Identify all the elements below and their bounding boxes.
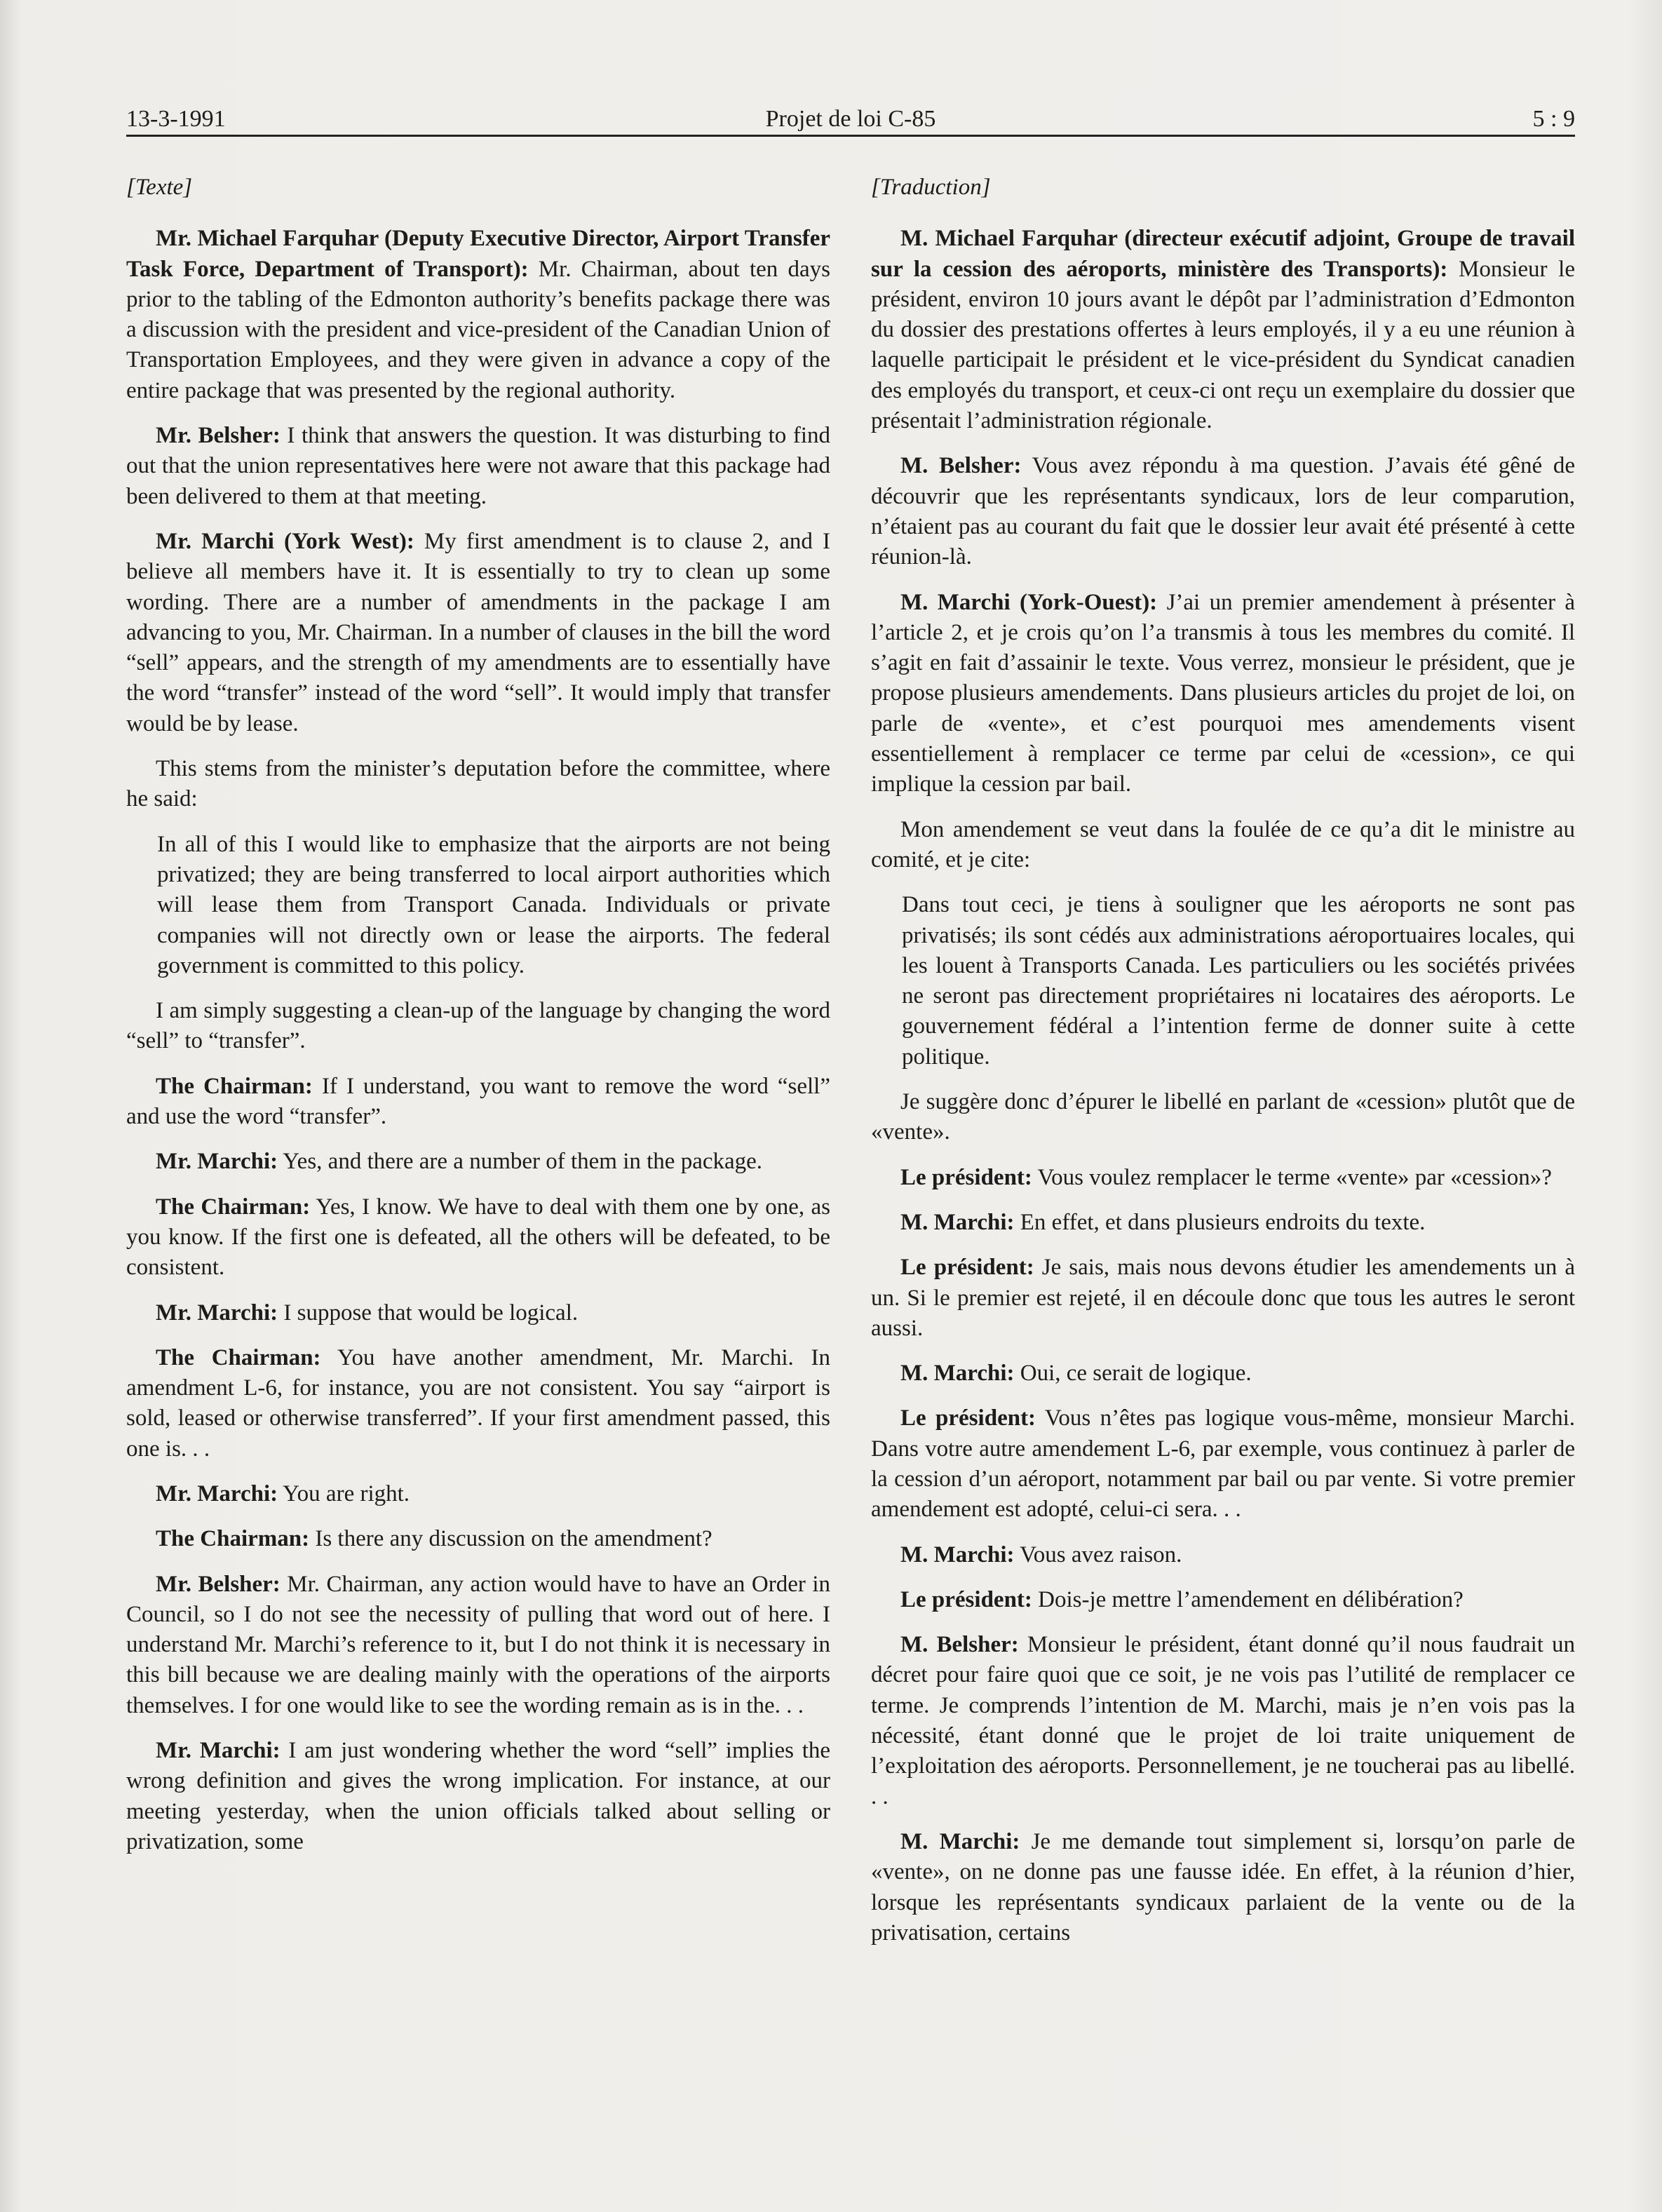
transcript-paragraph	[871, 1585, 1575, 1615]
paragraph-text: J’ai un premier amendement à présenter à l’article 2, et je crois qu’on l’a transmis à tous les membres du comité. Il s’agit en fait d’assainir le texte. Vous verrez, monsieur le président, que je propose plusieurs amendements. Dans plusieurs articles du projet de loi, on parle de «vente», et c’est pourquoi mes amendements visent essentiellement à remplacer ce terme par celui de «cession», ce qui implique la cession par bail.	[871, 589, 1575, 797]
paragraph-text: In all of this I would like to emphasize that the airports are not being privatized; they are being transferred to local airport authorities which will lease them from Transport Canada. Individuals or private companies will not directly own or lease the airports. The federal government is committed to this policy.	[157, 831, 830, 978]
paragraph-text: If I understand, you want to remove the word “sell” and use the word “transfer”.	[126, 1073, 830, 1130]
paragraph-text: You have another amendment, Mr. Marchi. In amendment L-6, for instance, you are not consistent. You say “airport is sold, leased or otherwise transferred”. If your first amendment passed, this one is. . .	[126, 1344, 830, 1462]
speaker-name: Mr. Belsher:	[156, 423, 281, 449]
transcript-paragraph	[871, 1208, 1575, 1238]
speaker-name: Mr. Marchi:	[156, 1300, 278, 1326]
speaker-name: Le président:	[900, 1405, 1036, 1431]
paragraph-text: I am just wondering whether the word “sell” implies the wrong definition and gives the wrong implication. For instance, at our meeting yesterday, when the union officials talked about selling or privatization, some	[126, 1738, 831, 1854]
speaker-name: Mr. Marchi:	[156, 1481, 278, 1506]
paragraph-text: Mr. Chairman, any action would have to have an Order in Council, so I do not see the necessity of pulling that word out of here. I understand Mr. Marchi’s reference to it, but I do not think it is necessary in this bill because we are dealing mainly with the operations of the airports themselves. I for one would like to see the wording remain as is in the. . .	[126, 1571, 830, 1718]
speaker-name: M. Belsher:	[900, 1632, 1019, 1658]
speaker-name: M. Belsher:	[900, 453, 1022, 479]
transcript-paragraph	[126, 1524, 830, 1554]
paragraph-text: Dois-je mettre l’amendement en délibération?	[1032, 1586, 1464, 1612]
transcript-paragraph	[126, 1298, 830, 1328]
transcript-paragraph	[126, 996, 830, 1057]
speaker-name: The Chairman:	[156, 1526, 310, 1552]
speaker-name: Le président:	[900, 1255, 1034, 1281]
language-tag: [Texte]	[126, 175, 193, 200]
paragraph-text: Vous avez raison.	[1014, 1542, 1182, 1567]
transcript-paragraph	[871, 1163, 1575, 1193]
header-date: 13-3-1991	[126, 106, 226, 132]
speaker-name: Le président:	[900, 1586, 1032, 1612]
paragraph-text: I think that answers the question. It was disturbing to find out that the union representatives here were not aware that this package had been delivered to them at that meeting.	[126, 423, 830, 509]
paragraph-text: My first amendment is to clause 2, and I believe all members have it. It is essentially to try to clean up some wording. There are a number of amendments in the package I am advancing to you, Mr. Chairman. In a number of clauses in the bill the word “sell” appears, and the strength of my amendments are to essentially have the word “transfer” instead of the word “sell”. It would imply that transfer would be by lease.	[126, 528, 830, 736]
header-page-number: 5 : 9	[1532, 106, 1575, 132]
block-quote	[871, 890, 1575, 1072]
speaker-name: The Chairman:	[156, 1073, 313, 1099]
paragraph-text: En effet, et dans plusieurs endroits du texte.	[1014, 1209, 1426, 1235]
paragraph-text: Dans tout ceci, je tiens à souligner que les aéroports ne sont pas privatisés; ils sont cédés aux administrations aéroportuaires locales, qui les louent à Transports Canada. Les particuliers ou les sociétés privées ne seront pas directement propriétaires ni locataires des aéroports. Le gouvernement fédéral a l’intention ferme de donner suite à cette politique.	[902, 892, 1575, 1070]
transcript-paragraph	[871, 1358, 1575, 1389]
speaker-name: Mr. Belsher:	[156, 1571, 281, 1597]
transcript-paragraph	[126, 1479, 830, 1509]
page-header	[126, 105, 1575, 139]
speaker-name: Mr. Marchi:	[156, 1149, 278, 1175]
transcript-paragraph	[126, 1147, 830, 1177]
paragraph-text: Vous avez répondu à ma question. J’avais été gêné de découvrir que les représentants syndicaux, lors de leur comparution, n’étaient pas au courant du fait que le dossier leur avait été présenté à cette réunion-là.	[871, 453, 1576, 570]
transcript-paragraph	[871, 1253, 1575, 1344]
transcript-paragraph	[871, 1087, 1575, 1148]
paragraph-text: Vous voulez remplacer le terme «vente» par «cession»?	[1032, 1164, 1552, 1190]
transcript-paragraph	[871, 224, 1575, 436]
transcript-paragraph	[126, 527, 830, 739]
paragraph-text: Is there any discussion on the amendment?	[309, 1526, 712, 1552]
paragraph-text: Yes, I know. We have to deal with them one by one, as you know. If the first one is defeated, all the others will be defeated, to be consistent.	[126, 1194, 831, 1281]
transcript-paragraph	[871, 451, 1575, 572]
transcript-paragraph	[126, 754, 830, 815]
speaker-name: Le président:	[900, 1164, 1032, 1190]
header-title: Projet de loi C-85	[765, 106, 936, 132]
paragraph-text: Je sais, mais nous devons étudier les amendements un à un. Si le premier est rejeté, il en découle donc que tous les autres le seront aussi.	[871, 1255, 1575, 1341]
paragraph-text: Monsieur le président, environ 10 jours avant le dépôt par l’administration d’Edmonton du dossier des prestations offertes à leurs employés, il y a eu une réunion à laquelle participait le président et le vice-président du Syndicat canadien des employés du transport, et ceux-ci ont reçu un exemplaire du dossier que présentait l’administration régionale.	[871, 256, 1575, 434]
speaker-name: M. Michael Farquhar (directeur exécutif adjoint, Groupe de travail sur la cession des aéroports, ministère des Transports):	[871, 226, 1575, 282]
speaker-name: The Chairman:	[156, 1194, 311, 1220]
transcript-paragraph	[126, 1736, 830, 1857]
speaker-name: M. Marchi:	[900, 1361, 1015, 1387]
header-rule	[126, 135, 1575, 137]
speaker-name: M. Marchi:	[900, 1828, 1020, 1854]
french-column	[871, 173, 1575, 1963]
transcript-paragraph	[871, 588, 1575, 800]
transcript-paragraph	[126, 1343, 830, 1464]
transcript-paragraph	[871, 1827, 1575, 1948]
transcript-paragraph	[871, 1403, 1575, 1525]
transcript-paragraph	[871, 1630, 1575, 1812]
paragraph-text: You are right.	[278, 1481, 410, 1506]
paragraph-text: I suppose that would be logical.	[278, 1300, 579, 1326]
english-column	[126, 173, 830, 1872]
paragraph-text: Je me demande tout simplement si, lorsqu’on parle de «vente», on ne donne pas une fausse idée. En effet, à la réunion d’hier, lorsque les représentants syndicaux parlaient de la vente ou de la privatisation, certains	[871, 1828, 1575, 1945]
speaker-name: M. Marchi:	[900, 1209, 1015, 1235]
paragraph-text: Vous n’êtes pas logique vous-même, monsieur Marchi. Dans votre autre amendement L-6, par exemple, vous continuez à parler de la cession d’un aéroport, notamment par bail ou par vente. Si votre premier amendement est adopté, celui-ci sera. . .	[871, 1405, 1575, 1523]
transcript-paragraph	[126, 1072, 830, 1133]
transcript-paragraph	[126, 421, 830, 512]
transcript-paragraph	[871, 1540, 1575, 1570]
paragraph-text: Monsieur le président, étant donné qu’il nous faudrait un décret pour faire quoi que ce soit, je ne vois pas l’utilité de remplacer ce terme. Je comprends l’intention de M. Marchi, mais je n’en vois pas la nécessité, étant donné que le projet de loi traite uniquement de l’exploitation des aéroports. Personnellement, je ne toucherai pas au libellé. . .	[871, 1632, 1576, 1809]
paragraph-text: I am simply suggesting a clean-up of the language by changing the word “sell” to “transfer”.	[126, 998, 830, 1054]
transcript-paragraph	[126, 1192, 830, 1283]
speaker-name: M. Marchi (York-Ouest):	[900, 589, 1158, 615]
transcript-paragraph	[126, 224, 830, 406]
paragraph-text: Je suggère donc d’épurer le libellé en parlant de «cession» plutôt que de «vente».	[871, 1089, 1575, 1145]
speaker-name: Mr. Michael Farquhar (Deputy Executive Director, Airport Transfer Task Force, Department of Transport):	[126, 226, 830, 282]
paragraph-text: Mon amendement se veut dans la foulée de ce qu’a dit le ministre au comité, et je cite:	[871, 816, 1575, 872]
speaker-name: The Chairman:	[156, 1344, 321, 1370]
transcript-paragraph	[126, 1570, 830, 1721]
paragraph-text: This stems from the minister’s deputation before the committee, where he said:	[126, 756, 830, 812]
speaker-name: M. Marchi:	[900, 1542, 1015, 1567]
block-quote	[126, 830, 830, 981]
paragraph-text: Yes, and there are a number of them in the package.	[278, 1149, 763, 1175]
language-tag: [Traduction]	[871, 175, 991, 200]
paragraph-text: Mr. Chairman, about ten days prior to the tabling of the Edmonton authority’s benefits package there was a discussion with the president and vice-president of the Canadian Union of Transportation Employees, and they were given in advance a copy of the entire package that was presented by the regional authority.	[126, 256, 831, 403]
speaker-name: Mr. Marchi:	[156, 1738, 281, 1764]
transcript-paragraph	[871, 815, 1575, 876]
speaker-name: Mr. Marchi (York West):	[156, 528, 414, 554]
paragraph-text: Oui, ce serait de logique.	[1014, 1361, 1252, 1387]
